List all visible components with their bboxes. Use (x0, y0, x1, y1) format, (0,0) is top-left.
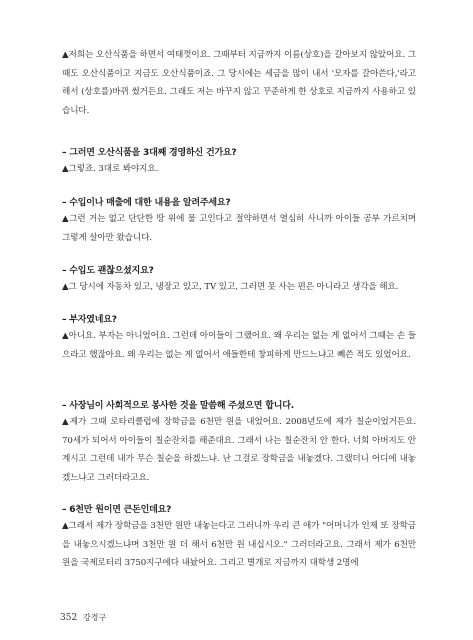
answer-text: ▲제가 그때 로타리클럽에 장학금을 6천만 원을 내었어요. 2008년도에 제가 칠순이었거든요. 70세가 되어서 아이들이 칠순잔치를 해준대요. 그래서 나는 칠순잔치 안 한다. 너희 아버지도 안 계시고 그런데 내가 무슨 칠순을 하겠느냐. 난 그걸로 장학금을 내놓겠다. 그랬더니 어디에 내놓겠느냐고 그러더라고요. (62, 417, 416, 483)
qa-block-2 (62, 146, 416, 179)
author-name: 강경구 (83, 613, 107, 622)
question-text: – 수입도 괜찮으셨지요? (62, 266, 154, 276)
question-text: – 부자였네요? (62, 315, 117, 325)
qa-block-7 (62, 503, 416, 573)
page-number: 352 (60, 613, 78, 623)
question-text: – 수입이나 매출에 대한 내용을 알려주세요? (62, 198, 231, 208)
qa-block-4 (62, 264, 416, 297)
page-footer (60, 612, 106, 623)
answer-block-1 (62, 46, 416, 120)
qa-block-5 (62, 313, 416, 364)
answer-text: ▲그렇죠. 3대로 봐야지요. (62, 164, 159, 174)
answer-text: ▲저희는 오산식품을 하면서 여태껏이요. 그때부터 지금까지 이름(상호)을 갈아보지 않았어요. 그때도 오산식품이고 지금도 오산식품이죠. 그 당시에는 세금을 많이 내서 '모자를 갈아쓴다,'라고 해서 (상호를)바뀌 썼거든요. 그래도 저는 바꾸지 않고 꾸준하게 한 상호로 지금까지 사용하고 있습니다. (62, 50, 416, 116)
answer-text: ▲그 당시에 자동차 있고, 냉장고 있고, TV 있고, 그러면 못 사는 편은 아니라고 생각을 해요. (62, 282, 399, 292)
qa-block-3 (62, 196, 416, 247)
answer-text: ▲아니요. 부자는 아니었어요. 그런데 아이들이 그랬어요. 왜 우리는 없는 게 없어서 그때는 손 들으라고 했잖아요. 왜 우리는 없는 게 없어서 애들한테 창피하게 만드느냐고 빼쓴 적도 있었어요. (62, 331, 416, 360)
answer-text: ▲그런 거는 없고 단단한 땅 위에 물 고인다고 절약하면서 열심히 사니까 아이들 공부 가르치며 그렇게 살아만 왔습니다. (62, 214, 416, 243)
question-text: – 사장님이 사회적으로 봉사한 것을 말씀해 주셨으면 합니다. (62, 401, 294, 411)
question-text: – 그러면 오산식품을 3대째 경영하신 건가요? (62, 148, 237, 158)
qa-block-6 (62, 399, 416, 487)
answer-text: ▲그래서 제가 장학금을 3천만 원만 내놓는다고 그러니까 우리 큰 애가 "어머니가 인제 또 장학금을 내놓으시겠느냐며 3천만 원 더 해서 6천만 원 내십시오." 그러더라고요. 그래서 제가 6천만 원을 국제로터리 3750지구에다 내놨어요. 그리고 별개로 지금까지 대학생 2명에 (62, 521, 416, 568)
question-text: – 6천만 원이면 큰돈인데요? (62, 505, 172, 515)
